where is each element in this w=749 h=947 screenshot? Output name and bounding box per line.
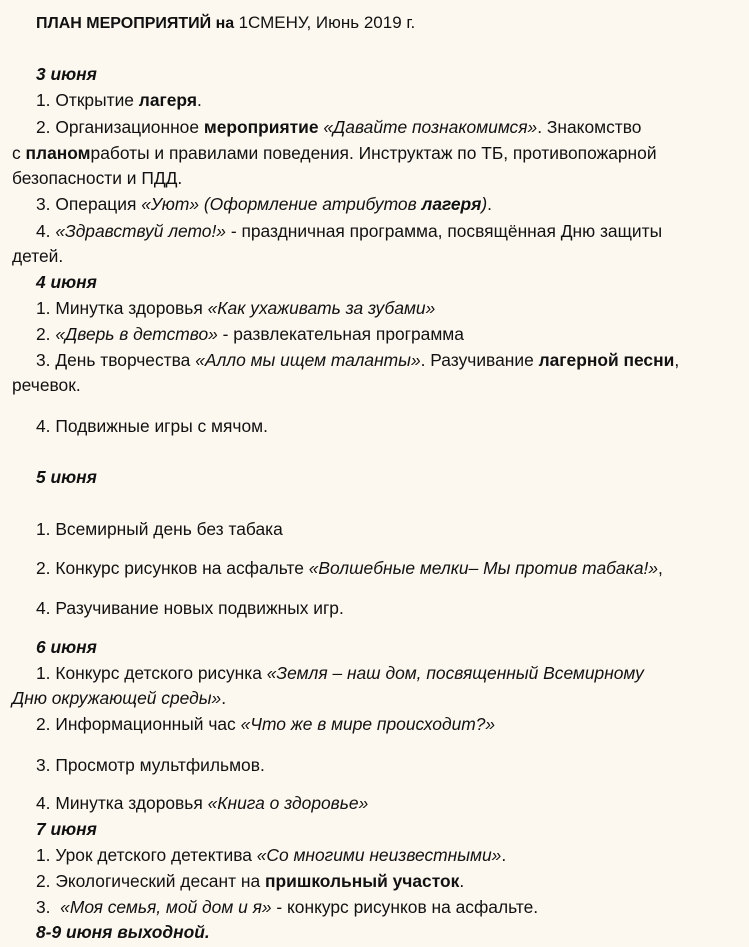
list-item-continuation: с планомработы и правилами поведения. Инструктаж по ТБ, противопожарной bbox=[12, 143, 657, 163]
list-item-continuation: безопасности и ПДД. bbox=[12, 168, 183, 188]
list-item: 1. Конкурс детского рисунка «Земля – наш дом, посвященный Всемирному bbox=[36, 663, 644, 683]
day-heading-7-june: 7 июня bbox=[36, 819, 97, 839]
list-item: 2. «Дверь в детство» - развлекательная программа bbox=[36, 324, 464, 344]
list-item: 3. День творчества «Алло мы ищем таланты». Разучивание лагерной песни, bbox=[36, 350, 680, 370]
list-item-continuation: детей. bbox=[12, 246, 64, 266]
list-item: 4. «Здравствуй лето!» - праздничная программа, посвящённая Дню защиты bbox=[36, 221, 663, 241]
list-item: 1. Открытие лагеря. bbox=[36, 90, 202, 110]
list-item: 3. «Моя семья, мой дом и я» - конкурс рисунков на асфальте. bbox=[36, 897, 539, 917]
list-item: 3. Просмотр мультфильмов. bbox=[36, 755, 265, 775]
list-item: 2. Конкурс рисунков на асфальте «Волшебные мелки– Мы против табака!», bbox=[36, 558, 663, 578]
list-item: 1. Минутка здоровья «Как ухаживать за зубами» bbox=[36, 298, 436, 318]
day-heading-3-june: 3 июня bbox=[36, 64, 97, 84]
page-title: ПЛАН МЕРОПРИЯТИЙ на 1СМЕНУ, Июнь 2019 г. bbox=[36, 13, 416, 32]
day-heading-8-9-june: 8-9 июня выходной. bbox=[36, 922, 210, 942]
list-item: 2. Экологический десант на пришкольный участок. bbox=[36, 871, 465, 891]
list-item: 2. Информационный час «Что же в мире происходит?» bbox=[36, 714, 496, 734]
list-item: 1. Урок детского детектива «Со многими неизвестными». bbox=[36, 845, 507, 865]
list-item: 2. Организационное мероприятие «Давайте познакомимся». Знакомство bbox=[36, 117, 642, 137]
day-heading-5-june: 5 июня bbox=[36, 467, 97, 487]
list-item: 4. Подвижные игры с мячом. bbox=[36, 416, 268, 436]
day-heading-6-june: 6 июня bbox=[36, 637, 97, 657]
list-item-continuation: Дню окружающей среды». bbox=[12, 688, 227, 708]
day-heading-4-june: 4 июня bbox=[36, 272, 97, 292]
list-item: 4. Минутка здоровья «Книга о здоровье» bbox=[36, 793, 369, 813]
list-item: 1. Всемирный день без табака bbox=[36, 519, 283, 539]
list-item: 3. Операция «Уют» (Оформление атрибутов лагеря). bbox=[36, 194, 493, 214]
list-item: 4. Разучивание новых подвижных игр. bbox=[36, 598, 344, 618]
list-item-continuation: речевок. bbox=[12, 375, 81, 395]
